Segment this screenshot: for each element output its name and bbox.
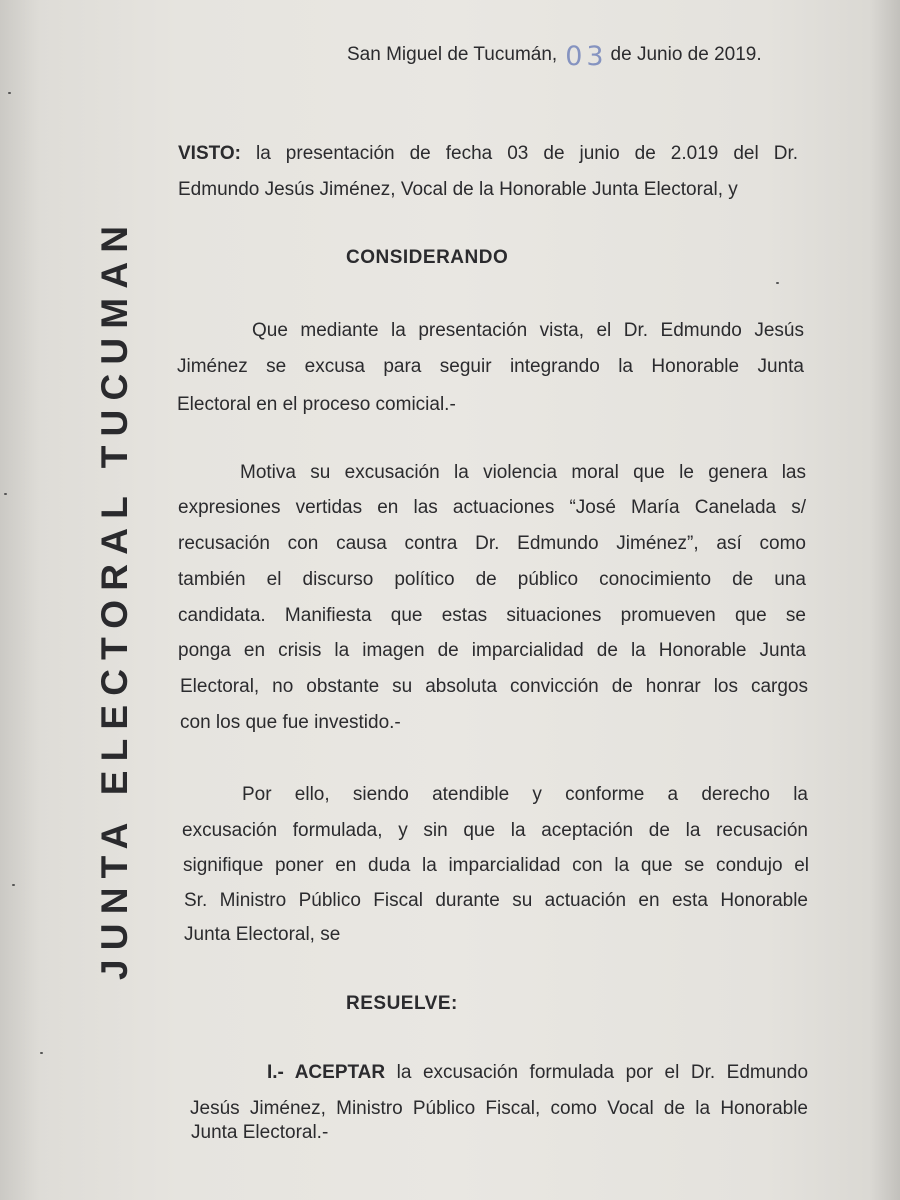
resuelve-heading: RESUELVE: bbox=[346, 993, 458, 1014]
resolution-item-1-label: I.- ACEPTAR bbox=[267, 1062, 386, 1083]
paragraph-1-line: Electoral en el proceso comicial.- bbox=[177, 394, 456, 415]
vertical-stamp: JUNTA ELECTORAL TUCUMAN bbox=[94, 216, 135, 980]
paragraph-3-line: Por ello, siendo atendible y conforme a derecho la bbox=[242, 784, 808, 805]
paper-speck bbox=[4, 493, 7, 495]
visto-line-1 bbox=[178, 143, 798, 165]
date-place: San Miguel de Tucumán, bbox=[347, 44, 558, 65]
resolution-item-1-line: Jesús Jiménez, Ministro Público Fiscal, como Vocal de la Honorable bbox=[190, 1098, 808, 1119]
paragraph-3-line: excusación formulada, y sin que la aceptación de la recusación bbox=[182, 820, 808, 841]
visto-label: VISTO: bbox=[178, 143, 241, 164]
paragraph-1-line: Jiménez se excusa para seguir integrando la Honorable Junta bbox=[177, 356, 804, 377]
resolution-item-1-line bbox=[267, 1062, 808, 1084]
resolution-item-1-line: Junta Electoral.- bbox=[191, 1122, 329, 1143]
visto-text-1: la presentación de fecha 03 de junio de 2.019 del Dr. bbox=[256, 143, 798, 164]
date-line bbox=[347, 36, 762, 72]
paper-speck bbox=[12, 884, 15, 886]
paragraph-2-line: Motiva su excusación la violencia moral que le genera las bbox=[240, 462, 806, 483]
paragraph-3-line: signifique poner en duda la imparcialidad con la que se condujo el bbox=[183, 855, 809, 876]
paragraph-3-line: Junta Electoral, se bbox=[184, 924, 341, 945]
date-rest: de Junio de 2019. bbox=[610, 44, 762, 65]
visto-line-2: Edmundo Jesús Jiménez, Vocal de la Honorable Junta Electoral, y bbox=[178, 179, 738, 200]
paragraph-2-line: candidata. Manifiesta que estas situaciones promueven que se bbox=[178, 605, 806, 626]
paper-speck bbox=[776, 282, 779, 284]
date-day-handwritten: 03 bbox=[565, 41, 608, 72]
paper-speck bbox=[40, 1052, 43, 1054]
considerando-heading: CONSIDERANDO bbox=[346, 247, 509, 268]
paragraph-2-line: con los que fue investido.- bbox=[180, 712, 401, 733]
page-edge-shadow-left bbox=[0, 0, 40, 1200]
page-edge-shadow-right bbox=[870, 0, 900, 1200]
paragraph-2-line: expresiones vertidas en las actuaciones “José María Canelada s/ bbox=[178, 497, 806, 518]
paragraph-2-line: Electoral, no obstante su absoluta convicción de honrar los cargos bbox=[180, 676, 808, 697]
paragraph-2-line: ponga en crisis la imagen de imparcialidad de la Honorable Junta bbox=[178, 640, 806, 661]
paragraph-3-line: Sr. Ministro Público Fiscal durante su actuación en esta Honorable bbox=[184, 890, 808, 911]
resolution-item-1-text: la excusación formulada por el Dr. Edmundo bbox=[396, 1062, 809, 1083]
paper-speck bbox=[8, 92, 11, 94]
paragraph-2-line: también el discurso político de público conocimiento de una bbox=[178, 569, 806, 590]
paragraph-2-line: recusación con causa contra Dr. Edmundo Jiménez”, así como bbox=[178, 533, 806, 554]
paragraph-1-line: Que mediante la presentación vista, el Dr. Edmundo Jesús bbox=[252, 320, 804, 341]
